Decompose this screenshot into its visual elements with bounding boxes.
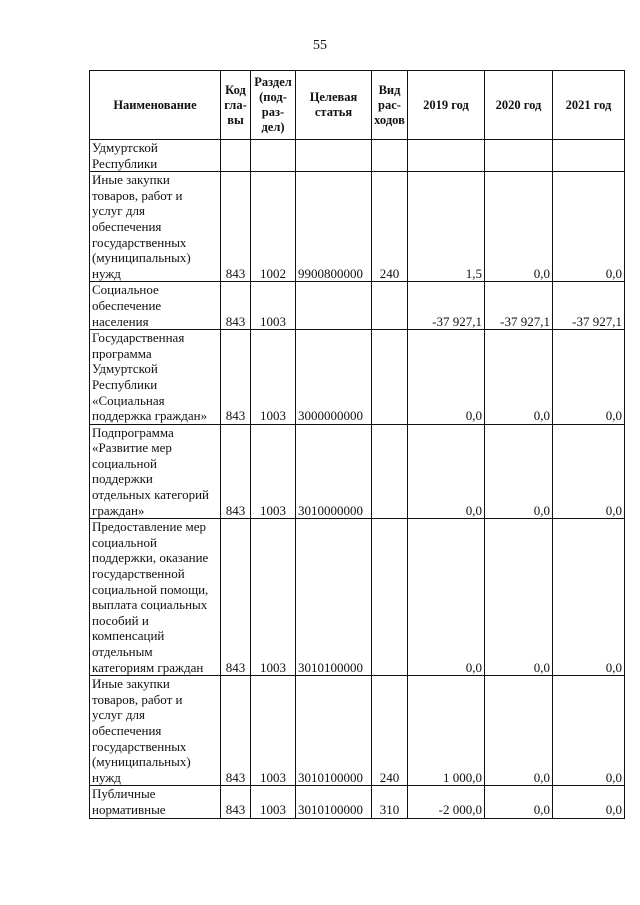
row-value-2021: 0,0 [553, 424, 625, 519]
table-row [90, 424, 625, 519]
row-name: Публичные нормативные [90, 786, 221, 818]
row-value-2020: 0,0 [485, 786, 553, 818]
header-expense-type: Вид рас- ходов [372, 71, 408, 140]
row-value-2019: 0,0 [408, 330, 485, 425]
row-value-2021: 0,0 [553, 676, 625, 786]
row-value-2021: 0,0 [553, 330, 625, 425]
row-name: Иные закупки товаров, работ и услуг для обеспечения государственных (муниципальных) нужд [90, 676, 221, 786]
row-target-article: 3010100000 [296, 786, 372, 818]
row-name: Предоставление мер социальной поддержки, оказание государственной социальной помощи, выплата социальных пособий и компенсаций отдельным категориям граждан [90, 519, 221, 676]
table-row [90, 676, 625, 786]
row-name: Государственная программа Удмуртской Республики «Социальная поддержка граждан» [90, 330, 221, 425]
row-value-2021: 0,0 [553, 172, 625, 282]
row-expense-type: 310 [372, 786, 408, 818]
row-target-article: 3010100000 [296, 519, 372, 676]
row-value-2019: 0,0 [408, 424, 485, 519]
header-section: Раздел (под- раз- дел) [251, 71, 296, 140]
row-chapter-code: 843 [221, 424, 251, 519]
row-chapter-code: 843 [221, 676, 251, 786]
row-expense-type [372, 282, 408, 330]
row-target-article: 3010000000 [296, 424, 372, 519]
row-expense-type [372, 519, 408, 676]
row-chapter-code [221, 140, 251, 172]
row-value-2019: 0,0 [408, 519, 485, 676]
header-chapter-code: Код гла- вы [221, 71, 251, 140]
row-target-article: 9900800000 [296, 172, 372, 282]
table-row [90, 282, 625, 330]
row-section: 1003 [251, 282, 296, 330]
row-expense-type [372, 330, 408, 425]
row-chapter-code: 843 [221, 786, 251, 818]
row-section: 1003 [251, 676, 296, 786]
row-value-2019: 1,5 [408, 172, 485, 282]
row-value-2020: 0,0 [485, 424, 553, 519]
row-value-2021: -37 927,1 [553, 282, 625, 330]
row-section: 1003 [251, 786, 296, 818]
row-name: Подпрограмма «Развитие мер социальной поддержки отдельных категорий граждан» [90, 424, 221, 519]
row-target-article [296, 140, 372, 172]
row-expense-type: 240 [372, 676, 408, 786]
row-target-article: 3010100000 [296, 676, 372, 786]
row-value-2019: -37 927,1 [408, 282, 485, 330]
row-value-2021: 0,0 [553, 786, 625, 818]
row-name: Социальное обеспечение населения [90, 282, 221, 330]
row-chapter-code: 843 [221, 330, 251, 425]
table-row [90, 519, 625, 676]
row-value-2020: 0,0 [485, 676, 553, 786]
header-row [90, 71, 625, 140]
budget-table [89, 70, 625, 819]
row-expense-type [372, 140, 408, 172]
row-chapter-code: 843 [221, 282, 251, 330]
header-year-2020: 2020 год [485, 71, 553, 140]
row-chapter-code: 843 [221, 172, 251, 282]
row-value-2021 [553, 140, 625, 172]
table-row [90, 140, 625, 172]
row-name: Удмуртской Республики [90, 140, 221, 172]
row-section: 1003 [251, 330, 296, 425]
row-value-2020: 0,0 [485, 330, 553, 425]
header-target-article: Целевая статья [296, 71, 372, 140]
row-section: 1002 [251, 172, 296, 282]
table-row [90, 786, 625, 818]
row-value-2019 [408, 140, 485, 172]
row-value-2020: 0,0 [485, 519, 553, 676]
row-chapter-code: 843 [221, 519, 251, 676]
row-section: 1003 [251, 424, 296, 519]
row-value-2020 [485, 140, 553, 172]
page-number: 55 [313, 38, 327, 53]
header-name: Наименование [90, 71, 221, 140]
table-row [90, 330, 625, 425]
row-expense-type [372, 424, 408, 519]
row-value-2021: 0,0 [553, 519, 625, 676]
header-year-2021: 2021 год [553, 71, 625, 140]
row-value-2020: -37 927,1 [485, 282, 553, 330]
row-target-article [296, 282, 372, 330]
row-value-2019: 1 000,0 [408, 676, 485, 786]
row-expense-type: 240 [372, 172, 408, 282]
row-section: 1003 [251, 519, 296, 676]
table-row [90, 172, 625, 282]
row-value-2019: -2 000,0 [408, 786, 485, 818]
row-section [251, 140, 296, 172]
row-value-2020: 0,0 [485, 172, 553, 282]
row-name: Иные закупки товаров, работ и услуг для обеспечения государственных (муниципальных) нужд [90, 172, 221, 282]
row-target-article: 3000000000 [296, 330, 372, 425]
header-year-2019: 2019 год [408, 71, 485, 140]
